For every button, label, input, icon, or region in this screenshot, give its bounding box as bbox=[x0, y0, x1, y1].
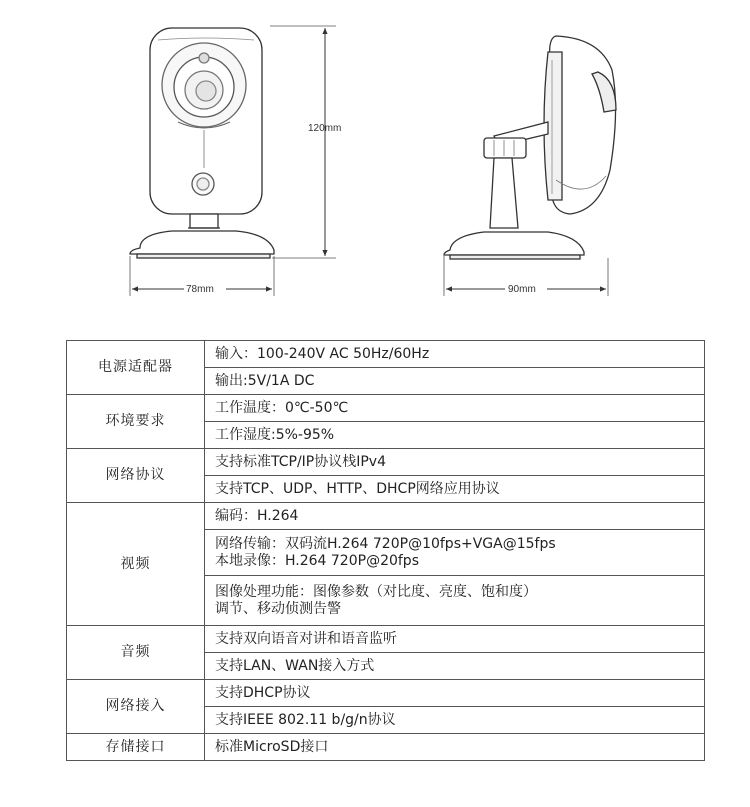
spec-value: 输出:5V/1A DC bbox=[205, 368, 705, 395]
spec-value: 支持双向语音对讲和语音监听 bbox=[205, 626, 705, 653]
front-width-dimension bbox=[130, 256, 274, 296]
category-network-access: 网络接入 bbox=[67, 680, 205, 734]
category-power: 电源适配器 bbox=[67, 341, 205, 395]
height-dimension bbox=[270, 26, 341, 258]
front-width-label: 78mm bbox=[186, 284, 214, 295]
category-audio: 音频 bbox=[67, 626, 205, 680]
side-depth-label: 90mm bbox=[508, 284, 536, 295]
table-row bbox=[67, 680, 705, 707]
category-environment: 环境要求 bbox=[67, 395, 205, 449]
spec-value: 标准MicroSD接口 bbox=[205, 734, 705, 761]
spec-value: 输入：100-240V AC 50Hz/60Hz bbox=[205, 341, 705, 368]
spec-value: 工作湿度:5%-95% bbox=[205, 422, 705, 449]
table-row bbox=[67, 395, 705, 422]
category-video: 视频 bbox=[67, 503, 205, 626]
height-label: 120mm bbox=[308, 123, 342, 134]
spec-value: 支持LAN、WAN接入方式 bbox=[205, 653, 705, 680]
spec-table bbox=[66, 340, 705, 761]
side-depth-dimension bbox=[444, 256, 608, 296]
spec-value: 网络传输：双码流H.264 720P@10fps+VGA@15fps 本地录像：H.264 720P@20fps bbox=[205, 530, 705, 576]
spec-value: 支持TCP、UDP、HTTP、DHCP网络应用协议 bbox=[205, 476, 705, 503]
spec-value: 工作温度：0℃-50℃ bbox=[205, 395, 705, 422]
spec-value: 支持DHCP协议 bbox=[205, 680, 705, 707]
spec-value: 支持IEEE 802.11 b/g/n协议 bbox=[205, 707, 705, 734]
spec-value: 编码：H.264 bbox=[205, 503, 705, 530]
spec-value: 图像处理功能：图像参数（对比度、亮度、饱和度） 调节、移动侦测告警 bbox=[205, 576, 705, 626]
table-row bbox=[67, 503, 705, 530]
category-storage: 存储接口 bbox=[67, 734, 205, 761]
front-view-camera bbox=[130, 28, 274, 258]
table-row bbox=[67, 626, 705, 653]
category-network-protocol: 网络协议 bbox=[67, 449, 205, 503]
table-row bbox=[67, 449, 705, 476]
spec-value: 支持标准TCP/IP协议栈IPv4 bbox=[205, 449, 705, 476]
table-row bbox=[67, 341, 705, 368]
side-view-camera bbox=[444, 36, 616, 259]
dimension-drawings bbox=[0, 0, 750, 330]
table-row bbox=[67, 734, 705, 761]
